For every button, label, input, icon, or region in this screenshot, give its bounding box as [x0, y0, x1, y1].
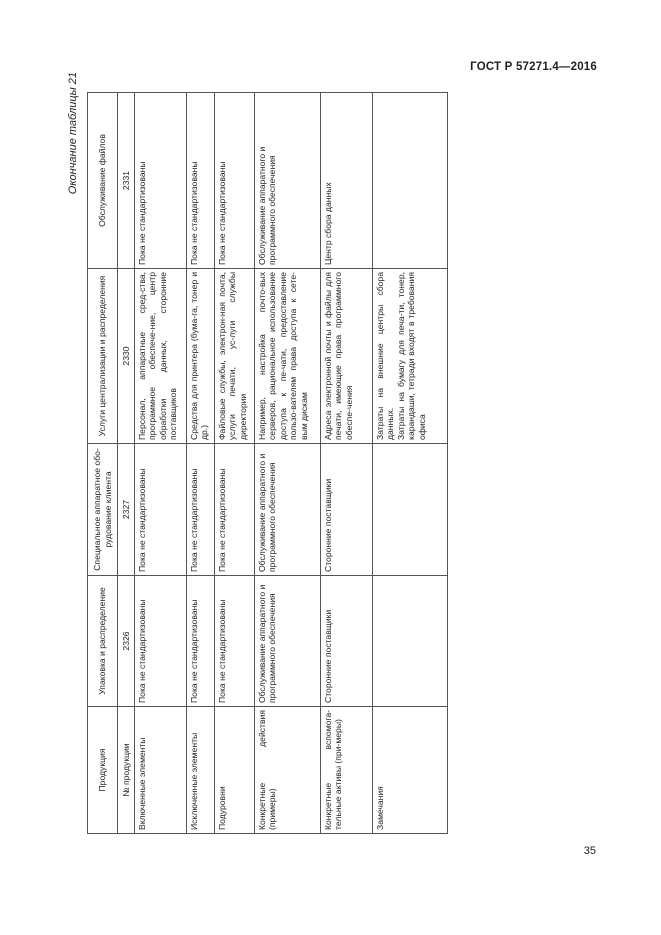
table-caption: Окончание таблицы 21 [67, 72, 79, 195]
table-cell: Например, настройка почто-вых серверов, рациональное использование доступа к пе-чати, предоставление пользо-вателям права доступа к сете-вым дискам [255, 269, 321, 444]
row-label: Замечания [373, 707, 448, 834]
table-cell: Пока не стандартизованы [187, 93, 215, 269]
table-cell: Сторонние поставщики [321, 444, 373, 576]
table-header-row [88, 93, 118, 834]
table-cell: Сторонние поставщики [321, 576, 373, 707]
table-cell: Пока не стандартизованы [187, 576, 215, 707]
table-cell [373, 444, 448, 576]
table-code-row [118, 93, 135, 834]
header-packaging: Упаковка и распределение [88, 576, 118, 707]
table-cell [373, 93, 448, 269]
document-standard-code: ГОСТ Р 57271.4—2016 [470, 61, 597, 73]
rotated-table-container [87, 93, 448, 834]
table-row [373, 93, 448, 834]
code-cell: 2326 [118, 576, 135, 707]
row-label: Исключенные элементы [187, 707, 215, 834]
code-cell: 2330 [118, 269, 135, 444]
table-row [215, 93, 255, 834]
row-label: Включенные элементы [135, 707, 187, 834]
header-product: Продукция [88, 707, 118, 834]
table-cell: Пока не стандартизованы [135, 93, 187, 269]
table-row [135, 93, 187, 834]
code-cell: № продукции [118, 707, 135, 834]
table-cell: Адреса электронной почты и файлы для печати, имеющие права программного обеспе-чения [321, 269, 373, 444]
table-cell: Пока не стандартизованы [215, 444, 255, 576]
table-cell: Пока не стандартизованы [135, 444, 187, 576]
code-cell: 2327 [118, 444, 135, 576]
row-label: Конкретные действия (примеры) [255, 707, 321, 834]
table-cell [373, 576, 448, 707]
table-cell: Обслуживание аппаратного и программного обеспечения [255, 576, 321, 707]
table-cell: Затраты на внешние центры сбора данных. Затраты на бумагу для печа-ти, тонер, карандаши, тетради входят в требования офиса [373, 269, 448, 444]
header-file-service: Обслуживание файлов [88, 93, 118, 269]
table-cell: Обслуживание аппаратного и программного обеспечения [255, 444, 321, 576]
row-label: Подуровни [215, 707, 255, 834]
table-row [187, 93, 215, 834]
page-number: 35 [583, 845, 596, 857]
table-cell: Пока не стандартизованы [215, 576, 255, 707]
table-row [255, 93, 321, 834]
rotated-table-frame [87, 93, 448, 834]
table-row [321, 93, 373, 834]
table-cell: Пока не стандартизованы [135, 576, 187, 707]
header-client-hardware: Специальное аппаратное обо-рудование клиента [88, 444, 118, 576]
table-cell: Обслуживание аппаратного и программного обеспечения [255, 93, 321, 269]
table-cell: Персонал, аппаратные сред-ства, программное обеспече-ние, центр обработки данных, сторонние поставщиков [135, 269, 187, 444]
table-cell: Пока не стандартизованы [215, 93, 255, 269]
table-cell: Пока не стандартизованы [187, 444, 215, 576]
table-cell: Файловые службы, электрон-ная почта, услуги печати, ус-луги службы директории [215, 269, 255, 444]
header-centralization: Услуги централизации и распределения [88, 269, 118, 444]
services-table [87, 92, 448, 834]
table-cell: Центр сбора данных [321, 93, 373, 269]
table-cell: Средства для принтера (бума-га, тонер и др.) [187, 269, 215, 444]
code-cell: 2331 [118, 93, 135, 269]
row-label: Конкретные вспомога-тельные активы (при-меры) [321, 707, 373, 834]
caption-container [60, 70, 86, 840]
